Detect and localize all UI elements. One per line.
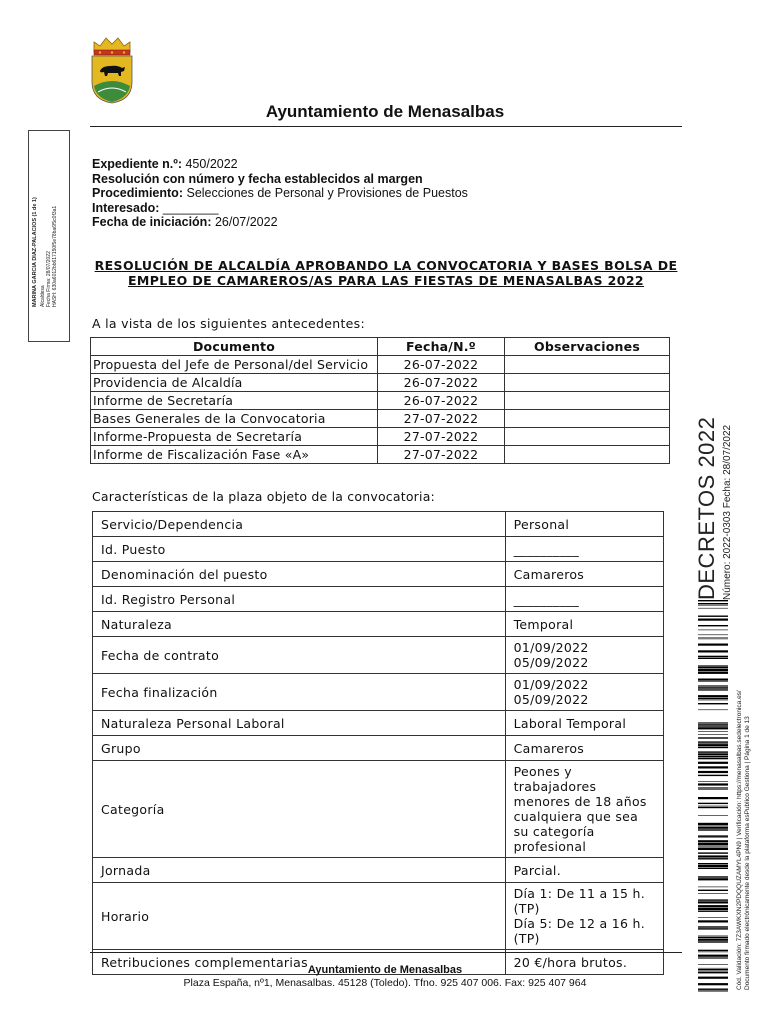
- plaza-value: 01/09/2022 05/09/2022: [505, 674, 663, 711]
- plaza-intro: Características de la plaza objeto de la convocatoria:: [92, 489, 435, 504]
- footer-address: Plaza España, nº1, Menasalbas. 45128 (Toledo). Tfno. 925 407 006. Fax: 925 407 964: [183, 977, 587, 989]
- plaza-value: Laboral Temporal: [505, 711, 663, 736]
- expediente-metadata: [92, 157, 468, 230]
- documento-cell: Providencia de Alcaldía: [91, 374, 378, 392]
- table-row: [93, 612, 664, 637]
- heading-line-1: RESOLUCIÓN DE ALCALDÍA APROBANDO LA CONVOCATORIA Y BASES BOLSA DE: [94, 258, 678, 273]
- plaza-value: Día 1: De 11 a 15 h.(TP) Día 5: De 12 a 16 h.(TP): [505, 883, 663, 950]
- documento-cell: Informe-Propuesta de Secretaría: [91, 428, 378, 446]
- plaza-key: Id. Registro Personal: [93, 587, 506, 612]
- plaza-value: Peones y trabajadores menores de 18 años cualquiera que sea su categoría profesional: [505, 761, 663, 858]
- page-title: Ayuntamiento de Menasalbas: [265, 102, 505, 121]
- fecha-cell: 27-07-2022: [378, 428, 505, 446]
- column-header-observaciones: Observaciones: [505, 338, 670, 356]
- plaza-key: Retribuciones complementarias: [93, 950, 506, 975]
- plaza-value: Parcial.: [505, 858, 663, 883]
- signature-hash: HASH: 630a6012bb617150f5e78ba6f5c0f3a1: [52, 205, 58, 307]
- coat-of-arms-logo: [88, 34, 136, 104]
- table-row: [93, 736, 664, 761]
- plaza-key: Horario: [93, 883, 506, 950]
- plaza-key: Grupo: [93, 736, 506, 761]
- documento-cell: Propuesta del Jefe de Personal/del Servicio: [91, 356, 378, 374]
- column-header-documento: Documento: [91, 338, 378, 356]
- expediente-value: 450/2022: [185, 157, 238, 171]
- signer-role: Alcaldesa: [40, 285, 46, 307]
- plaza-key: Naturaleza Personal Laboral: [93, 711, 506, 736]
- plaza-value: Temporal: [505, 612, 663, 637]
- resolucion-line: Resolución con número y fecha establecidos al margen: [92, 171, 423, 186]
- documento-cell: Informe de Secretaría: [91, 392, 378, 410]
- observaciones-cell: [505, 446, 670, 464]
- fecha-cell: 27-07-2022: [378, 446, 505, 464]
- table-row: [93, 587, 664, 612]
- table-row: [93, 674, 664, 711]
- table-row: [91, 428, 670, 446]
- fecha-cell: 27-07-2022: [378, 410, 505, 428]
- heading-line-2: EMPLEO DE CAMAREROS/AS PARA LAS FIESTAS DE MENASALBAS 2022: [127, 273, 645, 288]
- plaza-value: 20 €/hora brutos.: [505, 950, 663, 975]
- fecha-cell: 26-07-2022: [378, 374, 505, 392]
- plaza-key: Categoría: [93, 761, 506, 858]
- table-row: [93, 637, 664, 674]
- table-row: [93, 883, 664, 950]
- observaciones-cell: [505, 392, 670, 410]
- interesado-value: ________: [162, 200, 219, 215]
- column-header-fecha: Fecha/N.º: [378, 338, 505, 356]
- documento-cell: Informe de Fiscalización Fase «A»: [91, 446, 378, 464]
- table-row: [91, 410, 670, 428]
- antecedentes-table: [90, 337, 670, 464]
- plaza-value: __________: [505, 587, 663, 612]
- table-row: [93, 562, 664, 587]
- antecedentes-intro: A la vista de los siguientes antecedentes:: [92, 316, 365, 331]
- plaza-key: Fecha de contrato: [93, 637, 506, 674]
- documento-cell: Bases Generales de la Convocatoria: [91, 410, 378, 428]
- procedimiento-label: Procedimiento:: [92, 186, 183, 200]
- signature-box: [28, 130, 70, 342]
- plaza-key: Fecha finalización: [93, 674, 506, 711]
- table-row: [91, 356, 670, 374]
- plaza-key: Servicio/Dependencia: [93, 512, 506, 537]
- fecha-iniciacion-label: Fecha de iniciación:: [92, 215, 212, 229]
- procedimiento-value: Selecciones de Personal y Provisiones de Puestos: [186, 186, 468, 200]
- plaza-value: Personal: [505, 512, 663, 537]
- interesado-label: Interesado:: [92, 200, 160, 215]
- validation-code: Cód. Validación: 7Z3AWKXN2PDQQUZAMYL4PN9 | Verificación: https://menasalbas.sedelectronica.es/: [736, 690, 743, 990]
- expediente-label: Expediente n.º:: [92, 157, 182, 171]
- electronic-signature-note: Documento firmado electrónicamente desde la plataforma esPublico Gestiona | Página 1 de 13: [744, 716, 751, 990]
- table-row: [93, 537, 664, 562]
- plaza-value: Camareros: [505, 736, 663, 761]
- plaza-key: Id. Puesto: [93, 537, 506, 562]
- decree-number-date: Número: 2022-0303 Fecha: 28/07/2022: [722, 424, 733, 600]
- plaza-key: Naturaleza: [93, 612, 506, 637]
- table-row: [91, 374, 670, 392]
- plaza-key: Jornada: [93, 858, 506, 883]
- plaza-value: 01/09/2022 05/09/2022: [505, 637, 663, 674]
- footer-divider: [90, 952, 682, 953]
- observaciones-cell: [505, 356, 670, 374]
- signature-date: Fecha Firma: 28/07/2022: [46, 251, 52, 307]
- plaza-value: __________: [505, 537, 663, 562]
- observaciones-cell: [505, 410, 670, 428]
- footer-organization: Ayuntamiento de Menasalbas: [307, 964, 463, 976]
- title-divider: [90, 126, 682, 127]
- plaza-table: [92, 511, 664, 975]
- signer-name: MARINA GARCIA DIAZ-PALACIOS (1 de 1): [32, 197, 38, 307]
- table-row: [91, 392, 670, 410]
- observaciones-cell: [505, 428, 670, 446]
- table-row: [93, 711, 664, 736]
- table-row: [93, 858, 664, 883]
- plaza-key: Denominación del puesto: [93, 562, 506, 587]
- decretos-stamp: DECRETOS 2022: [694, 416, 719, 600]
- fecha-cell: 26-07-2022: [378, 392, 505, 410]
- fecha-iniciacion-value: 26/07/2022: [214, 215, 278, 229]
- table-row: [93, 512, 664, 537]
- fecha-cell: 26-07-2022: [378, 356, 505, 374]
- plaza-value: Camareros: [505, 562, 663, 587]
- resolution-heading: [92, 258, 680, 288]
- table-row: [91, 446, 670, 464]
- observaciones-cell: [505, 374, 670, 392]
- barcode-graphic: [698, 600, 736, 992]
- table-row: [93, 761, 664, 858]
